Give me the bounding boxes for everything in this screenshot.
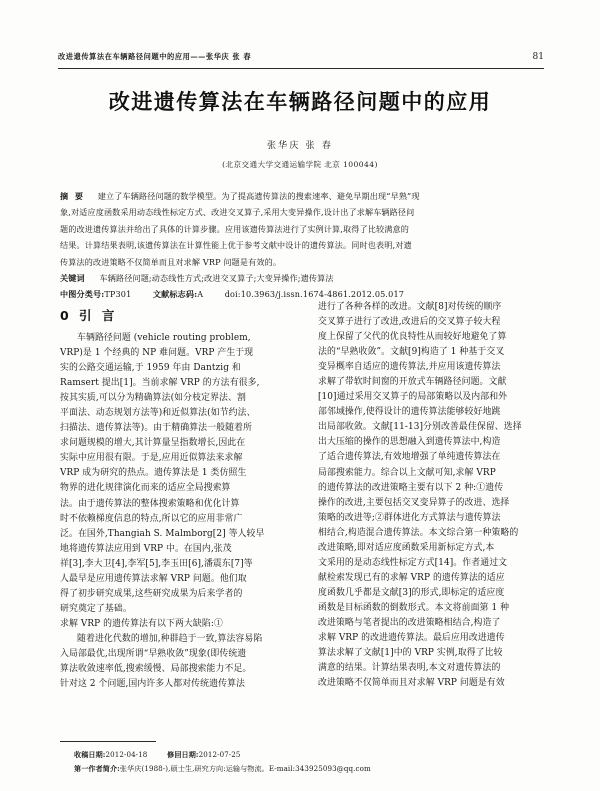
body-line: 车辆路径问题 (vehicle routing problem, <box>77 333 251 343</box>
section-heading-intro: 0 引 言 <box>60 308 118 323</box>
body-line: 出大压缩的操作的思想融入到遗传算法中,构造 <box>318 437 501 448</box>
body-line: 度函数几乎都是文献[3]的形式,即标定的适应度 <box>318 587 505 598</box>
keywords-label: 关键词 <box>60 273 85 284</box>
doi-label: doi: <box>224 289 241 300</box>
abstract-line: 题的改进遗传算法并给出了具体的计算步骤。应用该遗传算法进行了实例计算,取得了比较满意的 <box>60 223 409 234</box>
author-bio-value: 张华庆(1988-),硕士生,研究方向:运输与物流。E-mail:343925093@qq.com <box>119 763 371 773</box>
keywords-text: 车辆路径问题;动态线性方式;改进交叉算子;大变异操作;遗传算法 <box>99 273 334 284</box>
body-line: 物界的进化规律演化而来的适应全局搜索算 <box>60 483 231 494</box>
body-line: VRP 成为研究的热点。遗传算法是 1 类仿照生 <box>60 468 247 479</box>
body-line: 函数是目标函数的倒数形式。本文将前面第 1 种 <box>318 602 510 613</box>
doc-code-label: 文献标志码: <box>152 289 198 300</box>
body-line: 求解 VRP 的改进遗传算法。最后应用改进遗传 <box>318 633 505 644</box>
author-bio-label: 第一作者简介: <box>74 763 120 773</box>
received-date-value: 2012-04-18 <box>105 750 148 759</box>
keywords-line <box>60 270 540 286</box>
body-line: 法的“早熟收敛”。文献[9]构造了 1 种基于交叉 <box>318 347 505 358</box>
left-column <box>60 300 282 692</box>
body-line: 针对这 2 个问题,国内许多人都对传统遗传算法 <box>60 679 246 690</box>
abstract-line: 结果。计算结果表明,该遗传算法在计算性能上优于参考文献中设计的遗传算法。同时也表明,对遗 <box>60 240 412 251</box>
footer-rule <box>60 741 156 742</box>
body-line: 相结合,构造混合遗传算法。本文综合第一种策略的 <box>318 527 519 538</box>
body-line: 变异概率自适应的遗传算法,并应用该遗传算法 <box>318 362 501 373</box>
body-line: 得了初步研究成果,这些研究成果为后来学者的 <box>60 588 243 599</box>
body-line: 实际中应用很有限。于是,应用近似算法来求解 <box>60 453 243 464</box>
abstract-line: 传算法的改进策略不仅简单而且对求解 VRP 问题是有效的。 <box>60 256 282 267</box>
body-line: [10]通过采用交叉算子的局部策略以及内部和外 <box>318 392 508 403</box>
body-line: 满意的结果。计算结果表明,本文对遗传算法的 <box>318 663 501 674</box>
revised-date-value: 2012-07-25 <box>198 750 241 759</box>
body-line: 扫描法、遗传算法等)。由于精确算法一般随着所 <box>60 423 253 434</box>
body-line: 操作的改进,主要包括交叉变异算子的改进、选择 <box>318 497 510 508</box>
page-number: 81 <box>532 52 544 62</box>
abstract-text-0: 建立了车辆路径问题的数学模型。为了提高遗传算法的搜索速率、避免早期出现“早熟”现 <box>97 191 420 201</box>
body-line: 算法收敛速率低,搜索缓慢、局部搜索能力不足。 <box>60 664 252 675</box>
right-column <box>318 300 540 691</box>
body-line: 随着进化代数的增加,种群趋于一致,算法容易陷 <box>77 633 263 644</box>
body-line: 泛。在国外,Thangiah S. Malmborg[2] 等人较早 <box>60 528 265 539</box>
doi-value: 10.3963/j.issn.1674-4861.2012.05.017 <box>240 289 405 300</box>
body-line: 时不依赖梯度信息的特点,所以它的应用非常广 <box>60 513 243 524</box>
body-line: 度上保留了父代的优良特性从而较好地避免了算 <box>318 332 507 343</box>
body-line: 法。由于遗传算法的整体搜索策略和优化计算 <box>60 498 240 509</box>
affiliation: (北京交通大学交通运输学院 北京 100044) <box>222 160 378 169</box>
body-line: 局部搜索能力。综合以上文献可知,求解 VRP <box>318 467 496 478</box>
body-line: 部邻域操作,使得设计的遗传算法能够较好地跳 <box>318 407 501 418</box>
body-line: 实的公路交通运输,于 1959 年由 Dantzig 和 <box>60 363 241 374</box>
body-line: 人最早是应用遗传算法求解 VRP 问题。他们取 <box>60 573 247 584</box>
footer-dates-line <box>74 748 544 762</box>
body-line: 的遗传算法的改进策略主要有以下 2 种:①遗传 <box>318 482 504 493</box>
header-rule <box>58 68 544 69</box>
body-line: Ramsert 提出[1]。当前求解 VRP 的方法有很多, <box>60 378 260 389</box>
body-line: 出局部收敛。文献[11-13]分别改善最佳保留、选择 <box>318 422 522 433</box>
body-line: 改进策略不仅简单而且对求解 VRP 问题是有效 <box>318 678 505 689</box>
body-line: 算法求解了文献[1]中的 VRP 实例,取得了比较 <box>318 648 503 659</box>
footer-bio-line <box>74 762 544 776</box>
abstract-line: 象,对适应度函数采用动态线性标定方式、改进交叉算子,采用大变异操作,设计出了求解车辆路径问 <box>60 207 415 218</box>
body-line: 研究奠定了基础。 <box>60 603 132 614</box>
body-line: 文采用的是动态线性标定方式[14]。作者通过文 <box>318 557 508 568</box>
body-line: 献检索发现已有的求解 VRP 的遗传算法的适应 <box>318 572 505 583</box>
body-line: 了适合遗传算法,有效地增强了单纯遗传算法在 <box>318 452 501 463</box>
footer-block <box>74 748 544 775</box>
clc-label: 中图分类号: <box>60 289 105 300</box>
body-line: 按其实质,可以分为精确算法(如分枝定界法、割 <box>60 393 246 404</box>
author-list: 张华庆 张 春 <box>266 141 334 151</box>
body-line: 交叉算子进行了改进,改进后的交叉算子较大程 <box>318 317 501 328</box>
abstract-line <box>60 188 540 204</box>
running-head <box>58 52 544 62</box>
revised-date-label: 修回日期: <box>167 750 199 759</box>
body-line: 祥[3],李大卫[4],李军[5],李玉田[6],潘震东[7]等 <box>60 558 253 569</box>
doc-code-value: A <box>197 289 204 300</box>
clc-value: TP301 <box>104 289 132 300</box>
body-line: 地将遗传算法应用到 VRP 中。在国内,张茂 <box>60 543 232 554</box>
page-title: 改进遗传算法在车辆路径问题中的应用 <box>108 90 492 114</box>
body-line: 策略的改进等;②群体进化方式算法与遗传算法 <box>318 512 501 523</box>
body-line: VRP)是 1 个经典的 NP 难问题。VRP 产生于现 <box>60 348 254 359</box>
abstract-label: 摘 要 <box>60 191 86 201</box>
received-date-label: 收稿日期: <box>74 750 106 759</box>
body-line: 改进策略与笔者提出的改进策略相结合,构造了 <box>318 617 501 628</box>
running-head-title: 改进遗传算法在车辆路径问题中的应用——张华庆 张 春 <box>58 51 252 62</box>
body-line: 求问题规模的增大,其计算量呈指数增长,因此在 <box>60 438 246 449</box>
body-line: 进行了各种各样的改进。文献[8]对传统的顺序 <box>318 302 502 312</box>
abstract-block <box>60 188 540 303</box>
body-line: 求解 VRP 的遗传算法有以下两大缺陷:① <box>60 618 223 629</box>
body-line: 改进策略,即对适应度函数采用新标定方式,本 <box>318 542 495 553</box>
body-line: 入局部最优,出现所谓“早熟收敛”现象(即传统遗 <box>60 648 247 659</box>
body-line: 求解了带软时间窗的开放式车辆路径问题。文献 <box>318 377 507 388</box>
body-line: 平面法、动态规划方法等)和近似算法(如节约法、 <box>60 408 256 419</box>
